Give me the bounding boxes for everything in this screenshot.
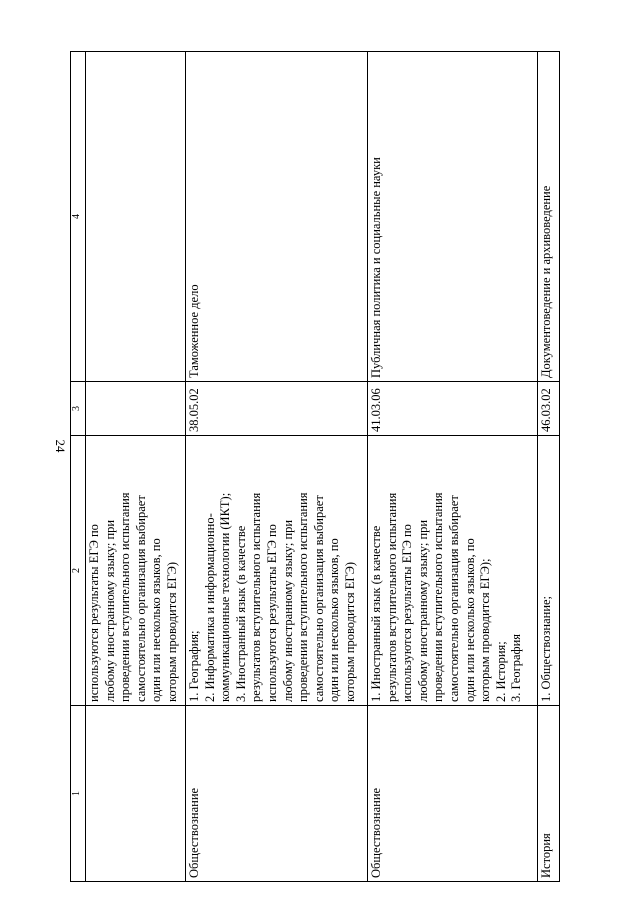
cell-exams [186, 436, 368, 706]
cell-exams [538, 436, 560, 706]
table-row [86, 52, 186, 882]
exam-line: 3. География [509, 633, 524, 702]
exam-line: коммуникационные технологии (ИКТ); [218, 492, 233, 702]
cell-code: 46.03.02 [538, 382, 560, 436]
exam-line: один или несколько языков, по [327, 538, 342, 702]
rotated-table-container [70, 52, 560, 882]
cell-program: Документоведение и архивоведение [538, 52, 560, 382]
cell-code: 38.05.02 [186, 382, 368, 436]
exam-line: используются результаты ЕГЭ по [264, 524, 279, 702]
cell-subject: История [538, 706, 560, 882]
exam-line: которым проводится ЕГЭ); [478, 558, 493, 702]
exam-line: используются результаты ЕГЭ по [87, 524, 101, 702]
table-row [368, 52, 538, 882]
exam-line: проведении вступительного испытания [296, 492, 311, 702]
exam-line: проведении вступительного испытания [431, 492, 446, 702]
cell-program: Публичная политика и социальные науки [368, 52, 538, 382]
exam-line: 2. История; [493, 641, 508, 702]
cell-code: 41.03.06 [368, 382, 538, 436]
exam-line: самостоятельно организация выбирает [311, 495, 326, 702]
cell-program [86, 52, 186, 382]
header-cell-1: 1 [71, 706, 86, 882]
exam-line: самостоятельно организация выбирает [446, 495, 461, 702]
table-row [186, 52, 368, 882]
cell-subject: Обществознание [186, 706, 368, 882]
exam-line: результатов вступительного испытания [384, 492, 399, 702]
exam-line: проведении вступительного испытания [118, 492, 133, 702]
cell-exams [86, 436, 186, 706]
table-row [538, 52, 560, 882]
header-row [71, 52, 86, 882]
exam-line: которым проводится ЕГЭ) [342, 561, 357, 702]
cell-program: Таможенное дело [186, 52, 368, 382]
page-number: 24 [53, 439, 68, 453]
header-cell-4: 4 [71, 52, 86, 382]
exam-line: один или несколько языков, по [462, 538, 477, 702]
exam-line: 1. Обществознание; [539, 595, 553, 702]
exam-line: 1. География; [187, 630, 201, 702]
exam-line: 3. Иностранный язык (в качестве [233, 525, 248, 702]
exam-line: любому иностранному языку; при [102, 519, 117, 702]
cell-exams [368, 436, 538, 706]
exam-line: 2. Информатика и информационно- [202, 513, 217, 702]
admission-table [70, 51, 560, 882]
exam-line: один или несколько языков, по [149, 538, 164, 702]
cell-subject: Обществознание [368, 706, 538, 882]
exam-line: используются результаты ЕГЭ по [400, 524, 415, 702]
cell-code [86, 382, 186, 436]
header-cell-3: 3 [71, 382, 86, 436]
exam-line: самостоятельно организация выбирает [133, 495, 148, 702]
header-cell-2: 2 [71, 436, 86, 706]
exam-line: результатов вступительного испытания [249, 492, 264, 702]
exam-line: любому иностранному языку; при [280, 519, 295, 702]
cell-subject [86, 706, 186, 882]
exam-line: которым проводится ЕГЭ) [164, 561, 179, 702]
exam-line: 1. Иностранный язык (в качестве [369, 525, 383, 702]
exam-line: любому иностранному языку; при [415, 519, 430, 702]
